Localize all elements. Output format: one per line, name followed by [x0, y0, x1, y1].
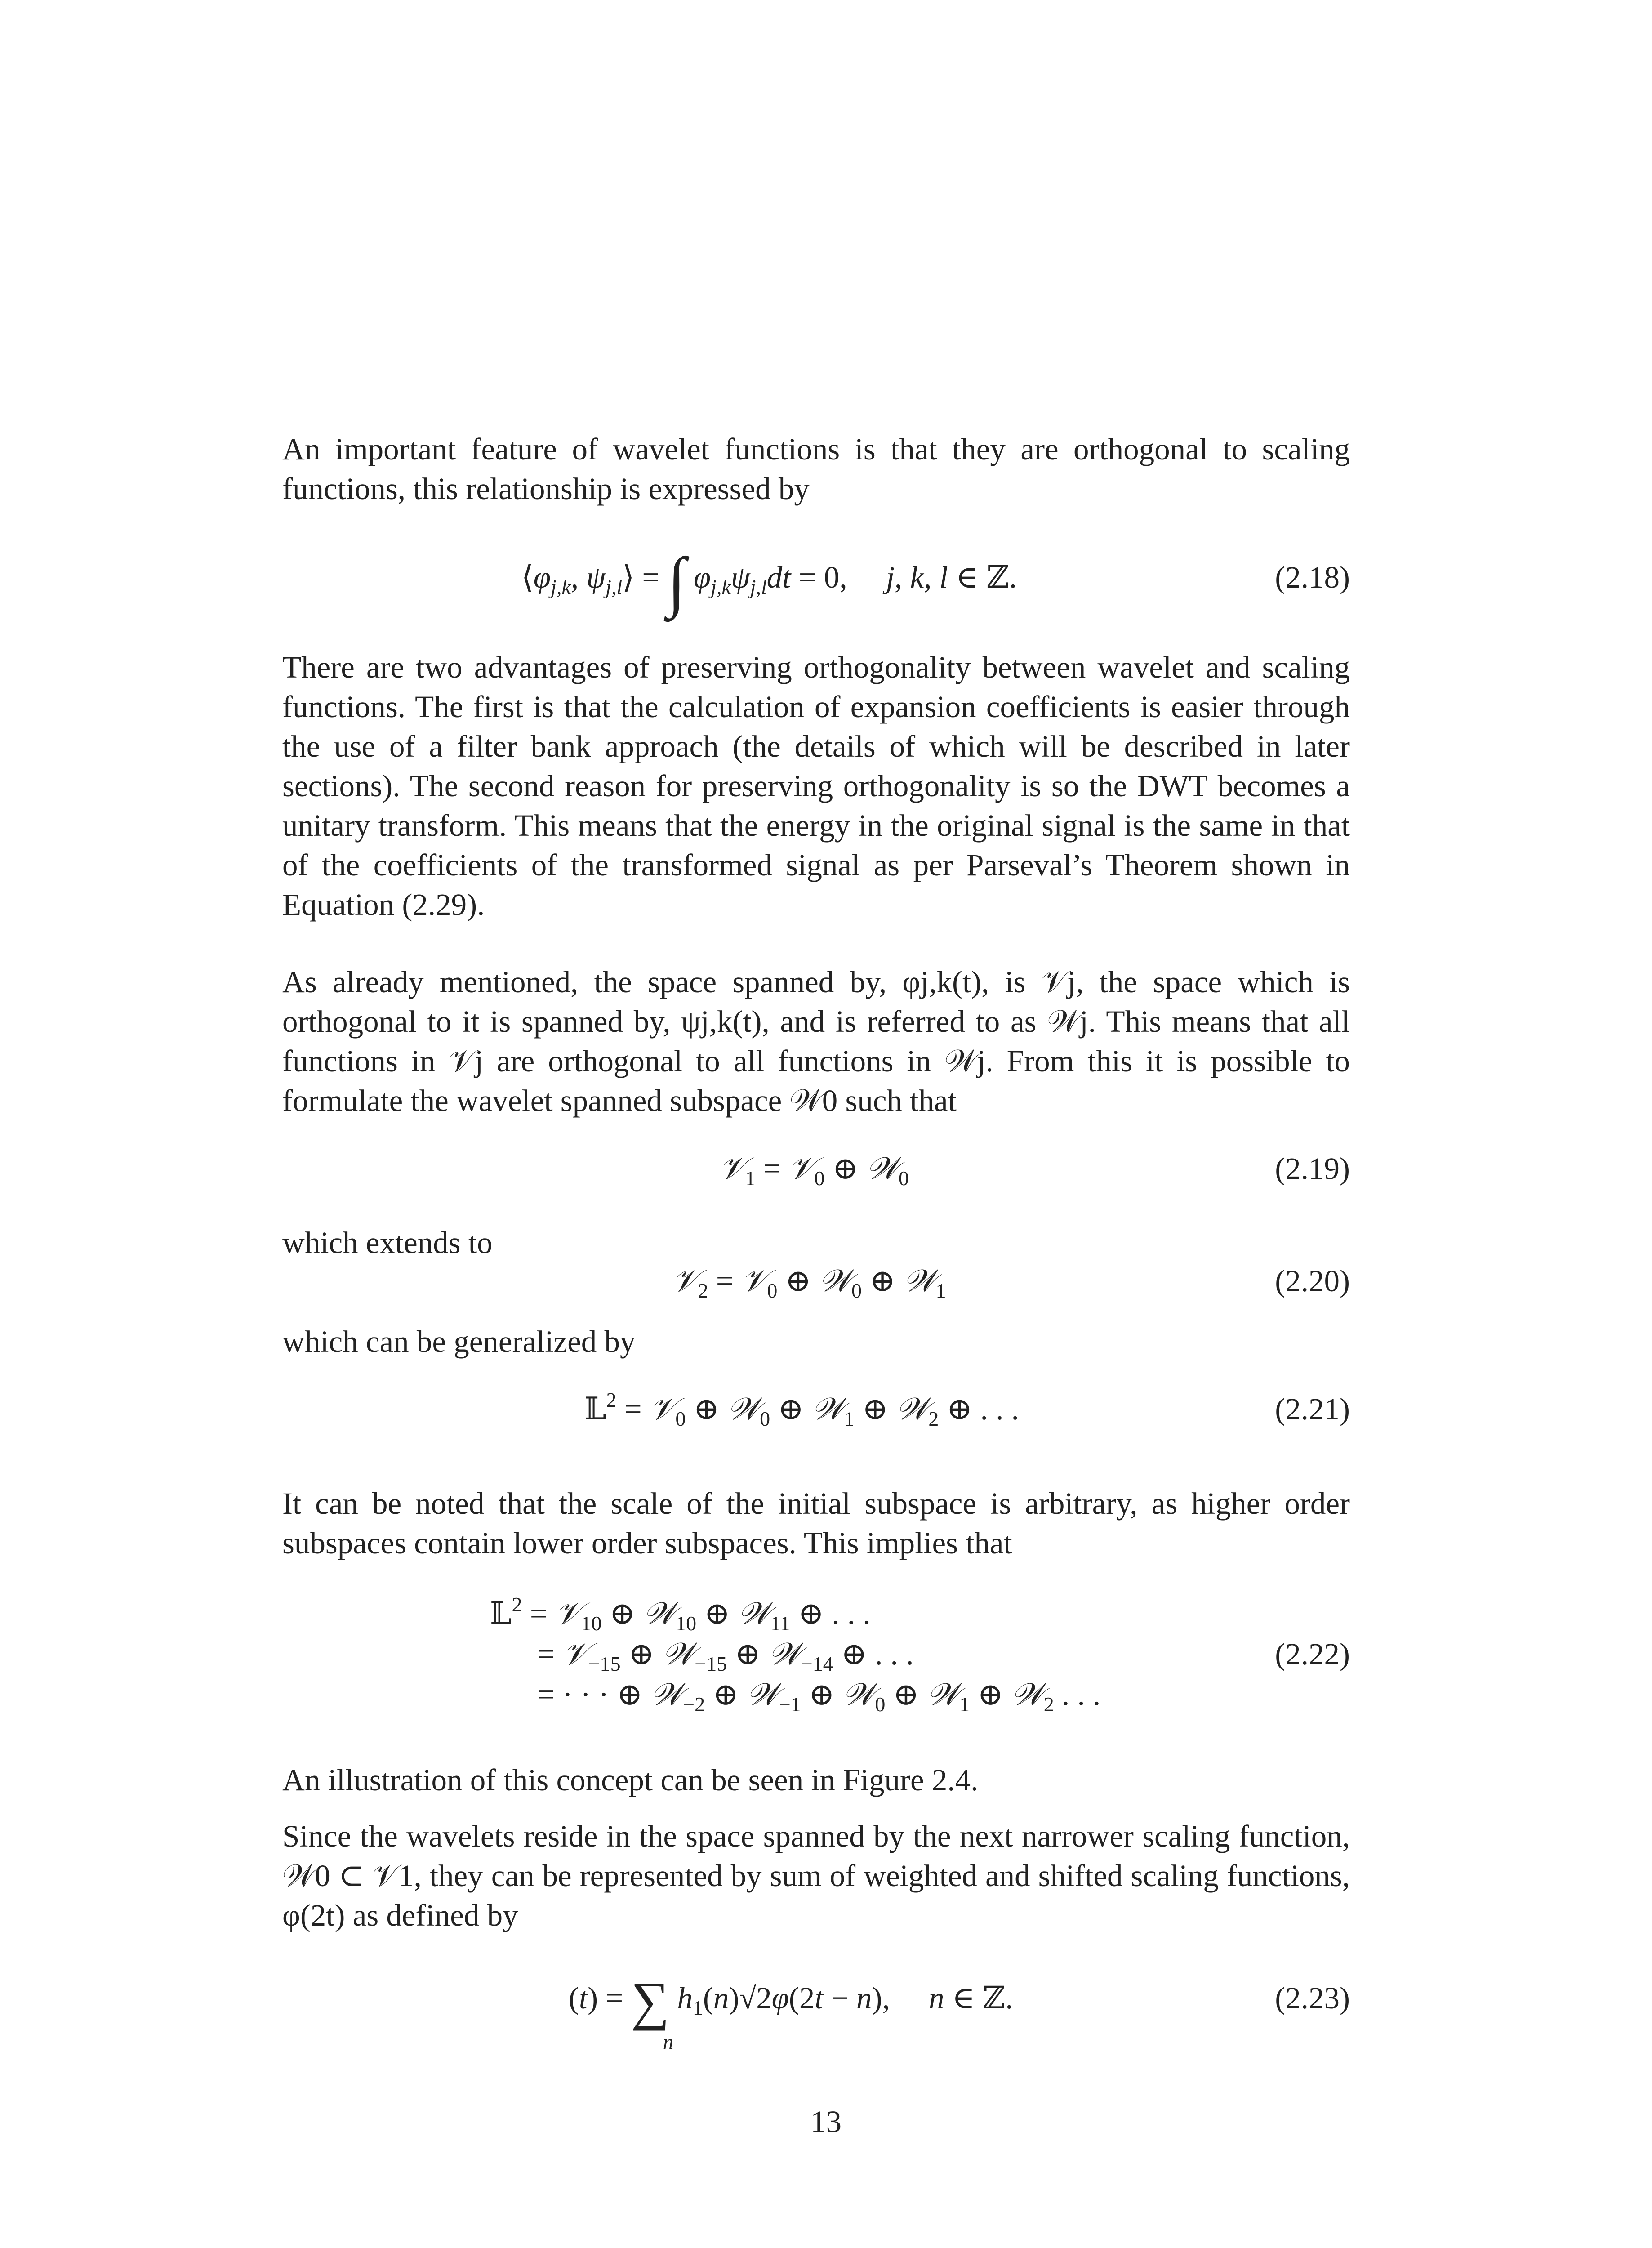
summation-index-n: n	[663, 2030, 673, 2053]
paragraph-generalized: which can be generalized by	[282, 1325, 636, 1359]
page-number: 13	[810, 2105, 842, 2139]
equation-number-2-23: (2.23)	[1275, 1981, 1350, 2015]
equation-2-21: 𝕃$^2$ = 𝒱$_0$ ⊕ 𝒲$_0$ ⊕ 𝒲$_1$ ⊕ 𝒲$_2$ ⊕ . . .	[584, 1388, 1019, 1430]
paragraph-orthogonality-intro: An important feature of wavelet functions is that they are orthogonal to scaling functions, this relationship is expressed by	[282, 432, 1350, 506]
paragraph-illustration: An illustration of this concept can be seen in Figure 2.4.	[282, 1763, 979, 1797]
equation-number-2-22: (2.22)	[1275, 1637, 1350, 1671]
equation-2-22-line-1: 𝕃$^2$ = 𝒱$_{10}$ ⊕ 𝒲$_{10}$ ⊕ 𝒲$_{11}$ ⊕ . . .	[490, 1593, 871, 1635]
equation-2-23: (t) = ∑ $h_1(n)√2\varphi(2t - n)$, n ∈ ℤ.	[569, 1971, 1013, 2031]
paragraph-extends: which extends to	[282, 1226, 493, 1260]
equation-2-22-line-3: = · · · ⊕ 𝒲$_{-2}$ ⊕ 𝒲$_{-1}$ ⊕ 𝒲$_0$ ⊕ 𝒲$_1$ ⊕ 𝒲$_2$ . . .	[537, 1677, 1101, 1716]
equation-2-20: 𝒱$_2$ = 𝒱$_0$ ⊕ 𝒲$_0$ ⊕ 𝒲$_1$	[672, 1263, 946, 1302]
equation-number-2-21: (2.21)	[1275, 1392, 1350, 1426]
equation-2-18: $⟨\varphi_{j,k}$, $\psi_{j,l}⟩$ = ∫ $\varphi_{j,k}\psi_{j,l}dt = 0$, j, k, l ∈ ℤ.	[521, 544, 1017, 619]
paragraph-advantages: There are two advantages of preserving orthogonality between wavelet and scaling functions. The first is that the calculation of expansion coefficients is easier through the use of a filter bank approach (the details of which will be described in later sections). The second reason for preserving orthogonality is so the DWT becomes a unitary transform. This means that the energy in the original signal is the same in that of the coefficients of the transformed signal as per Parseval’s Theorem shown in Equation (2.29).	[282, 650, 1350, 922]
paragraph-wavelet-representation: Since the wavelets reside in the space spanned by the next narrower scaling function, 𝒲0 ⊂ 𝒱1, they can be represented by sum of weighted and shifted scaling functions, φ(2t) as defined by	[282, 1819, 1350, 1932]
paragraph-subspaces: As already mentioned, the space spanned by, φj,k(t), is 𝒱j, the space which is orthogonal to it is spanned by, ψj,k(t), and is referred to as 𝒲j. This means that all functions in 𝒱j are orthogonal to all functions in 𝒲j. From this it is possible to formulate the wavelet spanned subspace 𝒲0 such that	[282, 965, 1350, 1118]
paragraph-arbitrary-scale: It can be noted that the scale of the initial subspace is arbitrary, as higher order subspaces contain lower order subspaces. This implies that	[282, 1486, 1350, 1560]
equation-2-19: 𝒱$_1$ = 𝒱$_0$ ⊕ 𝒲$_0$	[719, 1151, 909, 1190]
equation-number-2-19: (2.19)	[1275, 1151, 1350, 1186]
equation-2-22-line-2: = 𝒱$_{-15}$ ⊕ 𝒲$_{-15}$ ⊕ 𝒲$_{-14}$ ⊕ . . .	[537, 1636, 914, 1675]
equation-number-2-20: (2.20)	[1275, 1264, 1350, 1298]
equation-number-2-18: (2.18)	[1275, 560, 1350, 594]
